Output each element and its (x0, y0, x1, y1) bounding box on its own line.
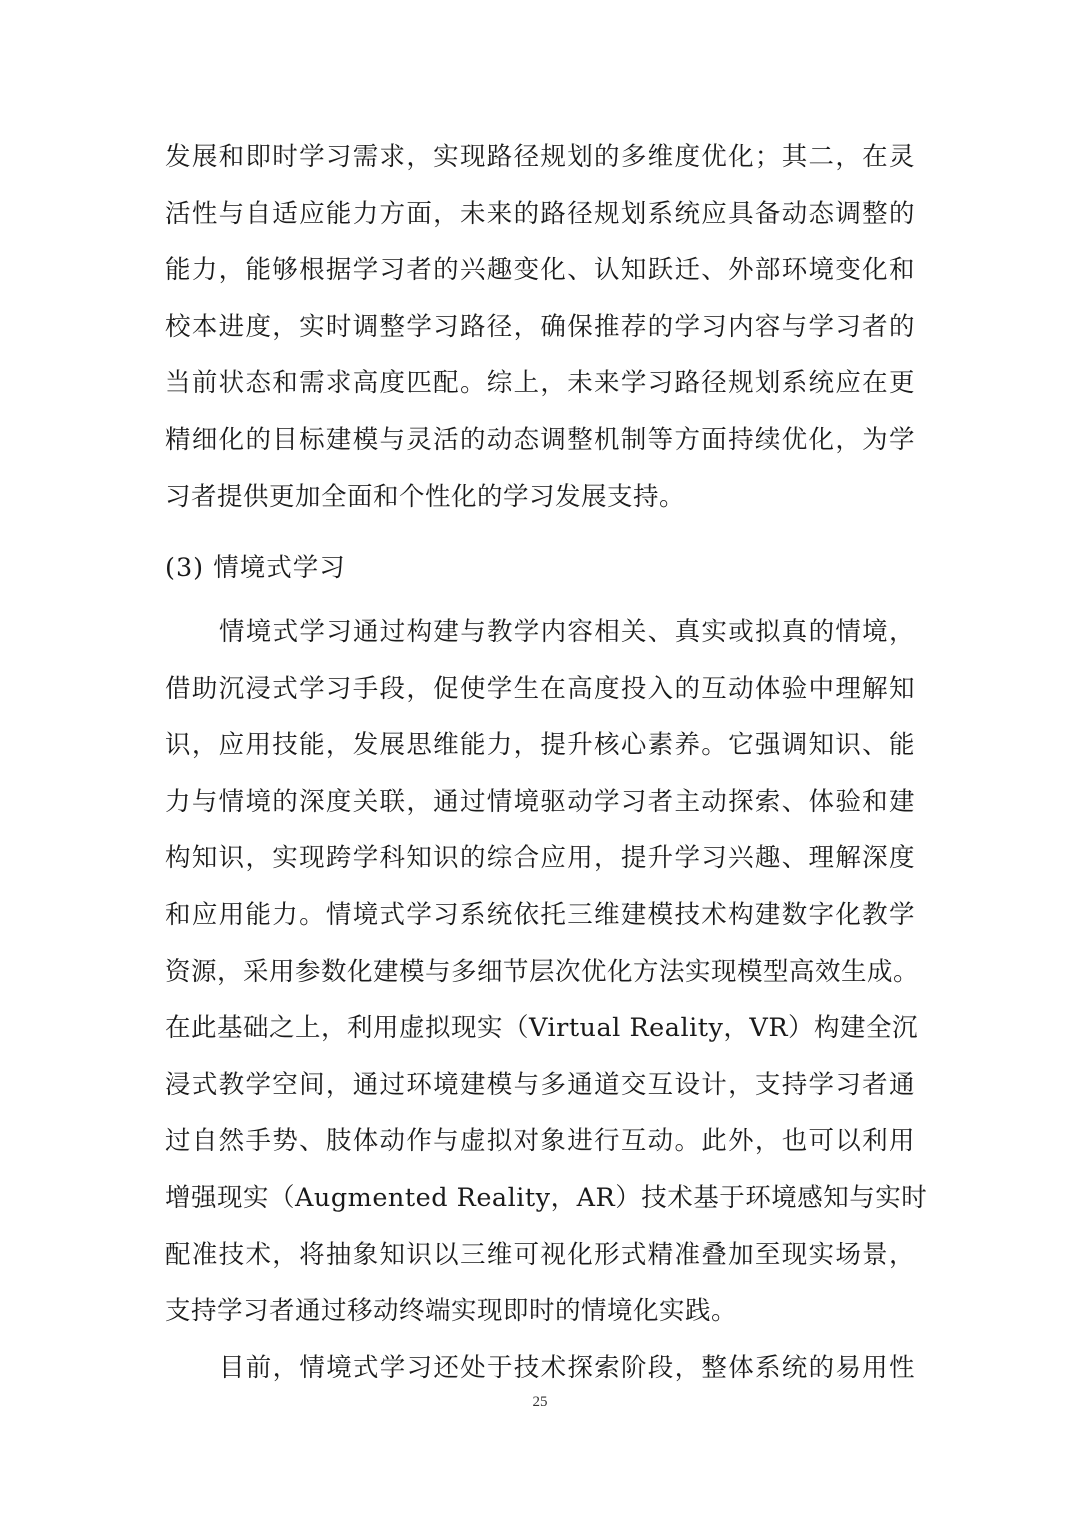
text-line: 增强现实（Augmented Reality，AR）技术基于环境感知与实时 (165, 1182, 928, 1213)
text-line: 支持学习者通过移动终端实现即时的情境化实践。 (165, 1296, 738, 1327)
text-line: 活性与自适应能力方面，未来的路径规划系统应具备动态调整的 (165, 198, 915, 229)
text-line: 和应用能力。情境式学习系统依托三维建模技术构建数字化教学 (165, 899, 915, 930)
text-line: 校本进度，实时调整学习路径，确保推荐的学习内容与学习者的 (165, 311, 915, 342)
text-line: 过自然手势、肢体动作与虚拟对象进行互动。此外，也可以利用 (165, 1126, 915, 1157)
text-line: 在此基础之上，利用虚拟现实（Virtual Reality，VR）构建全沉 (165, 1013, 919, 1044)
text-line: 资源，采用参数化建模与多细节层次优化方法实现模型高效生成。 (165, 956, 920, 987)
page-number: 25 (532, 1394, 548, 1410)
text-line: 习者提供更加全面和个性化的学习发展支持。 (165, 481, 686, 512)
text-line: 精细化的目标建模与灵活的动态调整机制等方面持续优化，为学 (165, 424, 915, 455)
text-line: 情境式学习通过构建与教学内容相关、真实或拟真的情境， (219, 617, 915, 647)
text-line: 当前状态和需求高度匹配。综上，未来学习路径规划系统应在更 (165, 368, 915, 399)
text-line: 借助沉浸式学习手段，促使学生在高度投入的互动体验中理解知 (165, 673, 915, 704)
paragraph-3 (165, 1340, 915, 1397)
text-line: 能力，能够根据学习者的兴趣变化、认知跃迁、外部环境变化和 (165, 255, 915, 286)
text-line: 力与情境的深度关联，通过情境驱动学习者主动探索、体验和建 (165, 786, 915, 817)
text-line: 配准技术，将抽象知识以三维可视化形式精准叠加至现实场景， (165, 1239, 915, 1270)
paragraph-1 (165, 129, 915, 525)
text-line: 浸式教学空间，通过环境建模与多通道交互设计，支持学习者通 (165, 1069, 915, 1100)
text-line: 识，应用技能，发展思维能力，提升核心素养。它强调知识、能 (165, 730, 915, 761)
paragraph-2 (165, 604, 928, 1340)
text-line: 构知识，实现跨学科知识的综合应用，提升学习兴趣、理解深度 (165, 843, 915, 874)
text-line: 发展和即时学习需求，实现路径规划的多维度优化；其二，在灵 (165, 142, 915, 172)
section-heading: (3) 情境式学习 (165, 553, 346, 583)
text-line: 目前，情境式学习还处于技术探索阶段，整体系统的易用性 (219, 1353, 915, 1383)
